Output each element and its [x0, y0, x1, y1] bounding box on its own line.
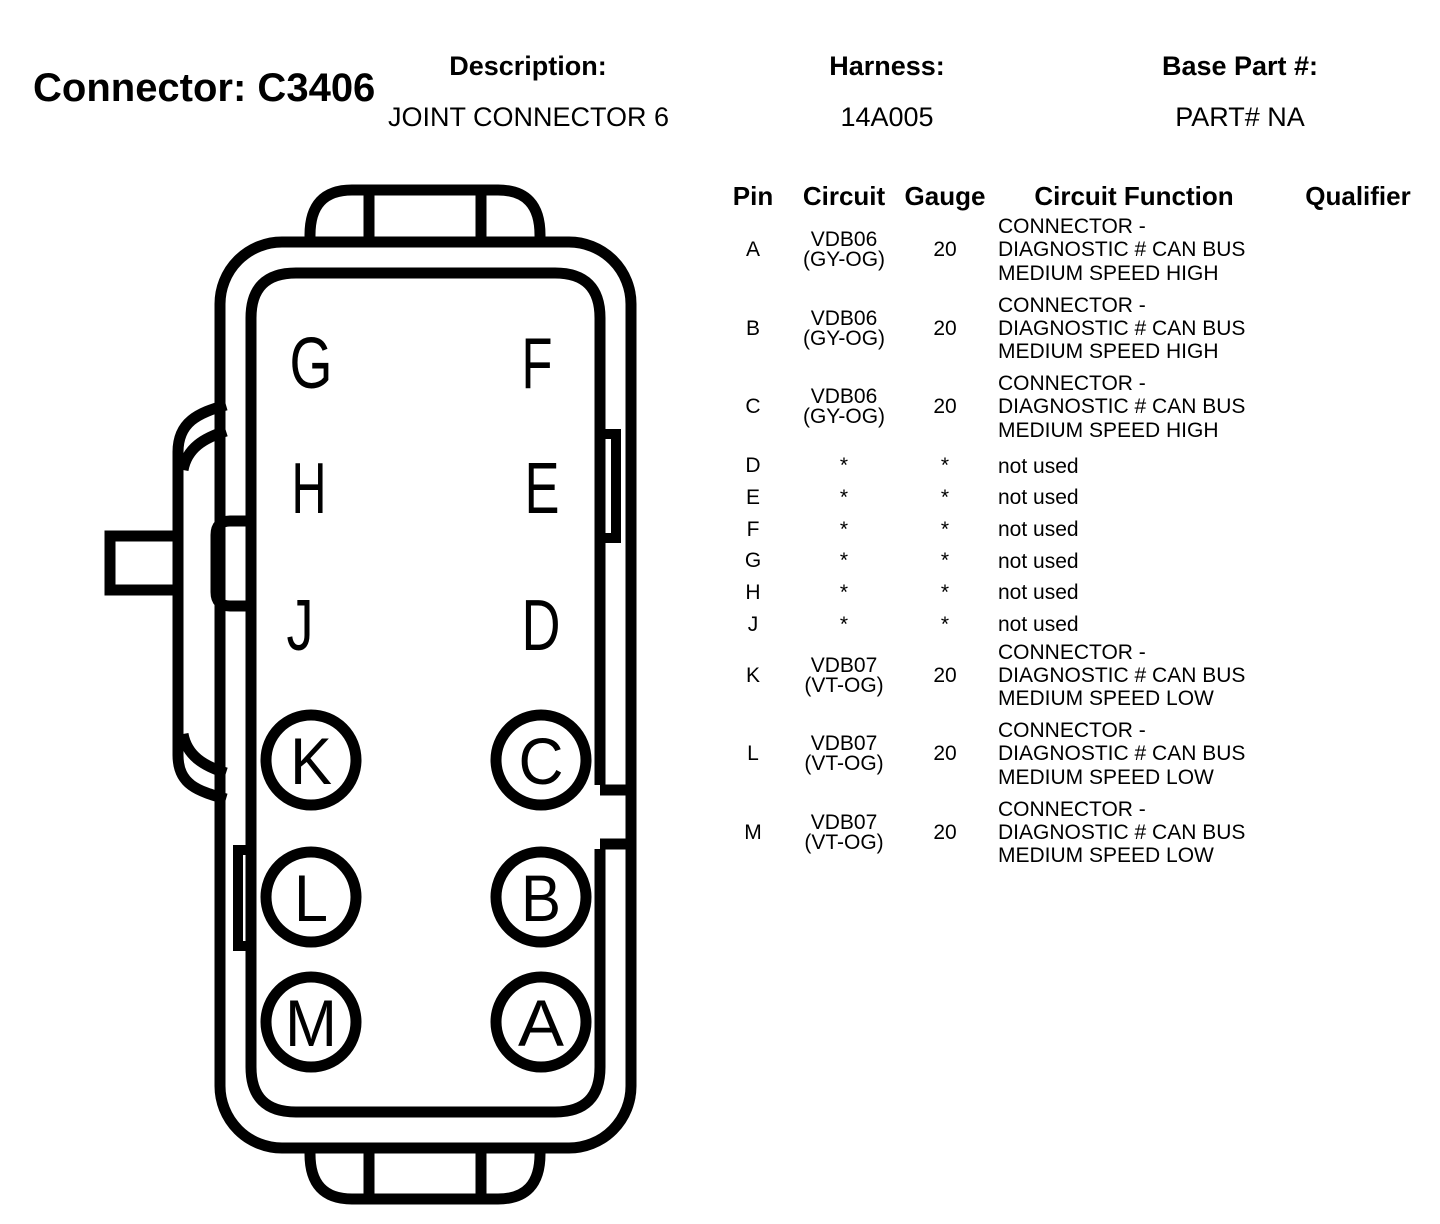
circuit-color: (VT-OG): [804, 830, 884, 854]
table-row: [720, 482, 1436, 514]
gauge-cell: *: [940, 581, 950, 605]
circuit-cell: [786, 583, 902, 603]
gauge-cell: 20: [933, 663, 957, 687]
pin-label-B: B: [521, 861, 561, 935]
column-header-circuit: Circuit: [802, 180, 886, 211]
pin-cell: M: [744, 820, 762, 844]
column-header-pin: Pin: [732, 180, 774, 211]
description-label: Description:: [449, 51, 607, 81]
gauge-cell: 20: [933, 395, 957, 418]
circuit-function-cell: not used: [998, 549, 1079, 573]
circuit-id: VDB06: [810, 385, 878, 408]
circuit-function-cell: CONNECTOR - DIAGNOSTIC # CAN BUS MEDIUM SPEED HIGH: [998, 215, 1246, 285]
pin-table: [720, 177, 1436, 876]
table-row: [720, 609, 1436, 641]
circuit-cell: [786, 551, 902, 571]
circuit-color: (GY-OG): [802, 248, 886, 271]
pin-cell: F: [746, 517, 760, 541]
bracket-latch: [216, 521, 246, 606]
pin-table-body: [720, 215, 1436, 868]
column-header-qualifier: Qualifier: [1305, 180, 1411, 211]
cavity-label-D: D: [521, 586, 561, 666]
circuit-cell: [786, 734, 902, 774]
circuit-function-cell: CONNECTOR - DIAGNOSTIC # CAN BUS MEDIUM SPEED HIGH: [998, 372, 1246, 442]
bottom-keying-tab-dividers: [369, 1147, 481, 1199]
pin-cell: E: [745, 486, 760, 510]
circuit-id: *: [839, 549, 849, 573]
table-row: [720, 546, 1436, 578]
mounting-stem: [110, 536, 178, 590]
circuit-id: VDB06: [810, 228, 878, 251]
gauge-cell: *: [940, 612, 950, 636]
circuit-id: VDB07: [810, 653, 878, 677]
circuit-color: (VT-OG): [804, 673, 884, 697]
cavity-label-E: E: [524, 449, 560, 529]
circuit-cell: [786, 387, 902, 427]
gauge-cell: 20: [933, 742, 957, 766]
connector-diagram: [0, 0, 700, 1224]
circuit-function-cell: not used: [998, 518, 1079, 542]
table-row: [720, 798, 1436, 868]
gauge-cell: 20: [933, 820, 957, 844]
top-keying-tab: [310, 190, 540, 243]
pin-label-L: L: [294, 861, 328, 935]
pin-table-header: [720, 177, 1436, 215]
table-row: [720, 294, 1436, 364]
pin-cell: K: [745, 663, 760, 687]
circuit-id: *: [839, 517, 849, 541]
circuit-cell: [786, 456, 902, 476]
pin-cell: J: [747, 612, 759, 636]
pin-cell: G: [744, 549, 762, 573]
circuit-cell: [786, 488, 902, 508]
base-part-label: Base Part #:: [1161, 51, 1319, 81]
base-part-field: [1110, 52, 1370, 131]
circuit-id: *: [839, 486, 849, 510]
cavity-label-G: G: [289, 324, 333, 404]
circuit-function-cell: CONNECTOR - DIAGNOSTIC # CAN BUS MEDIUM SPEED LOW: [998, 640, 1246, 711]
bottom-keying-tab: [310, 1146, 540, 1199]
pin-cell: L: [747, 742, 759, 766]
connector-title: Connector: C3406: [33, 66, 376, 110]
table-row: [720, 514, 1436, 546]
cavity-label-F: F: [521, 324, 553, 404]
pin-label-C: C: [518, 724, 564, 798]
cavity-label-H: H: [291, 449, 327, 529]
pin-label-M: M: [285, 986, 337, 1060]
pin-cell: A: [745, 238, 760, 261]
circuit-cell: [786, 653, 902, 697]
table-row: [720, 719, 1436, 789]
cavity-label-J: J: [286, 586, 314, 666]
table-row: [720, 641, 1436, 711]
circuit-cell: [786, 612, 902, 636]
pin-label-K: K: [290, 724, 332, 798]
column-header-gauge: Gauge: [904, 180, 986, 211]
circuit-id: VDB07: [810, 732, 878, 756]
column-header-circuit-function: Circuit Function: [1034, 180, 1234, 211]
circuit-cell: [786, 517, 902, 541]
description-value: JOINT CONNECTOR 6: [388, 102, 670, 132]
circuit-color: (GY-OG): [802, 326, 886, 350]
table-row: [720, 372, 1436, 442]
top-keying-tab-dividers: [369, 190, 481, 242]
pin-cell: C: [745, 395, 761, 418]
gauge-cell: *: [940, 549, 950, 573]
gauge-cell: 20: [933, 316, 957, 340]
circuit-id: VDB06: [810, 306, 878, 330]
pin-label-A: A: [518, 986, 564, 1060]
base-part-value: PART# NA: [1175, 102, 1305, 132]
circuit-function-cell: CONNECTOR - DIAGNOSTIC # CAN BUS MEDIUM SPEED LOW: [998, 719, 1246, 789]
circuit-function-cell: not used: [998, 581, 1079, 605]
circuit-color: (VT-OG): [804, 752, 884, 776]
circuit-id: *: [839, 612, 849, 636]
circuit-cell: [786, 810, 902, 854]
circuit-function-cell: not used: [998, 486, 1079, 510]
gauge-cell: *: [940, 517, 950, 541]
circuit-cell: [786, 230, 902, 270]
table-row: [720, 215, 1436, 285]
circuit-function-cell: CONNECTOR - DIAGNOSTIC # CAN BUS MEDIUM SPEED HIGH: [998, 293, 1246, 364]
harness-field: [787, 52, 987, 131]
harness-value: 14A005: [840, 102, 934, 132]
circuit-function-cell: CONNECTOR - DIAGNOSTIC # CAN BUS MEDIUM SPEED LOW: [998, 797, 1246, 868]
gauge-cell: *: [940, 486, 950, 510]
circuit-function-cell: not used: [998, 454, 1079, 478]
circuit-cell: [786, 306, 902, 350]
gauge-cell: 20: [933, 238, 957, 261]
table-row: [720, 451, 1436, 483]
circuit-function-cell: not used: [998, 613, 1079, 637]
harness-label: Harness:: [829, 51, 945, 81]
circuit-id: *: [839, 581, 849, 605]
right-wall-notch: [600, 790, 629, 844]
gauge-cell: *: [940, 454, 950, 478]
pin-cell: D: [745, 454, 761, 478]
pin-cell: B: [745, 316, 760, 340]
circuit-id: *: [839, 454, 849, 478]
connector-outer-shell: [220, 242, 631, 1148]
circuit-color: (GY-OG): [802, 405, 886, 428]
circuit-id: VDB07: [810, 810, 878, 834]
table-row: [720, 577, 1436, 609]
pin-cell: H: [745, 581, 761, 605]
